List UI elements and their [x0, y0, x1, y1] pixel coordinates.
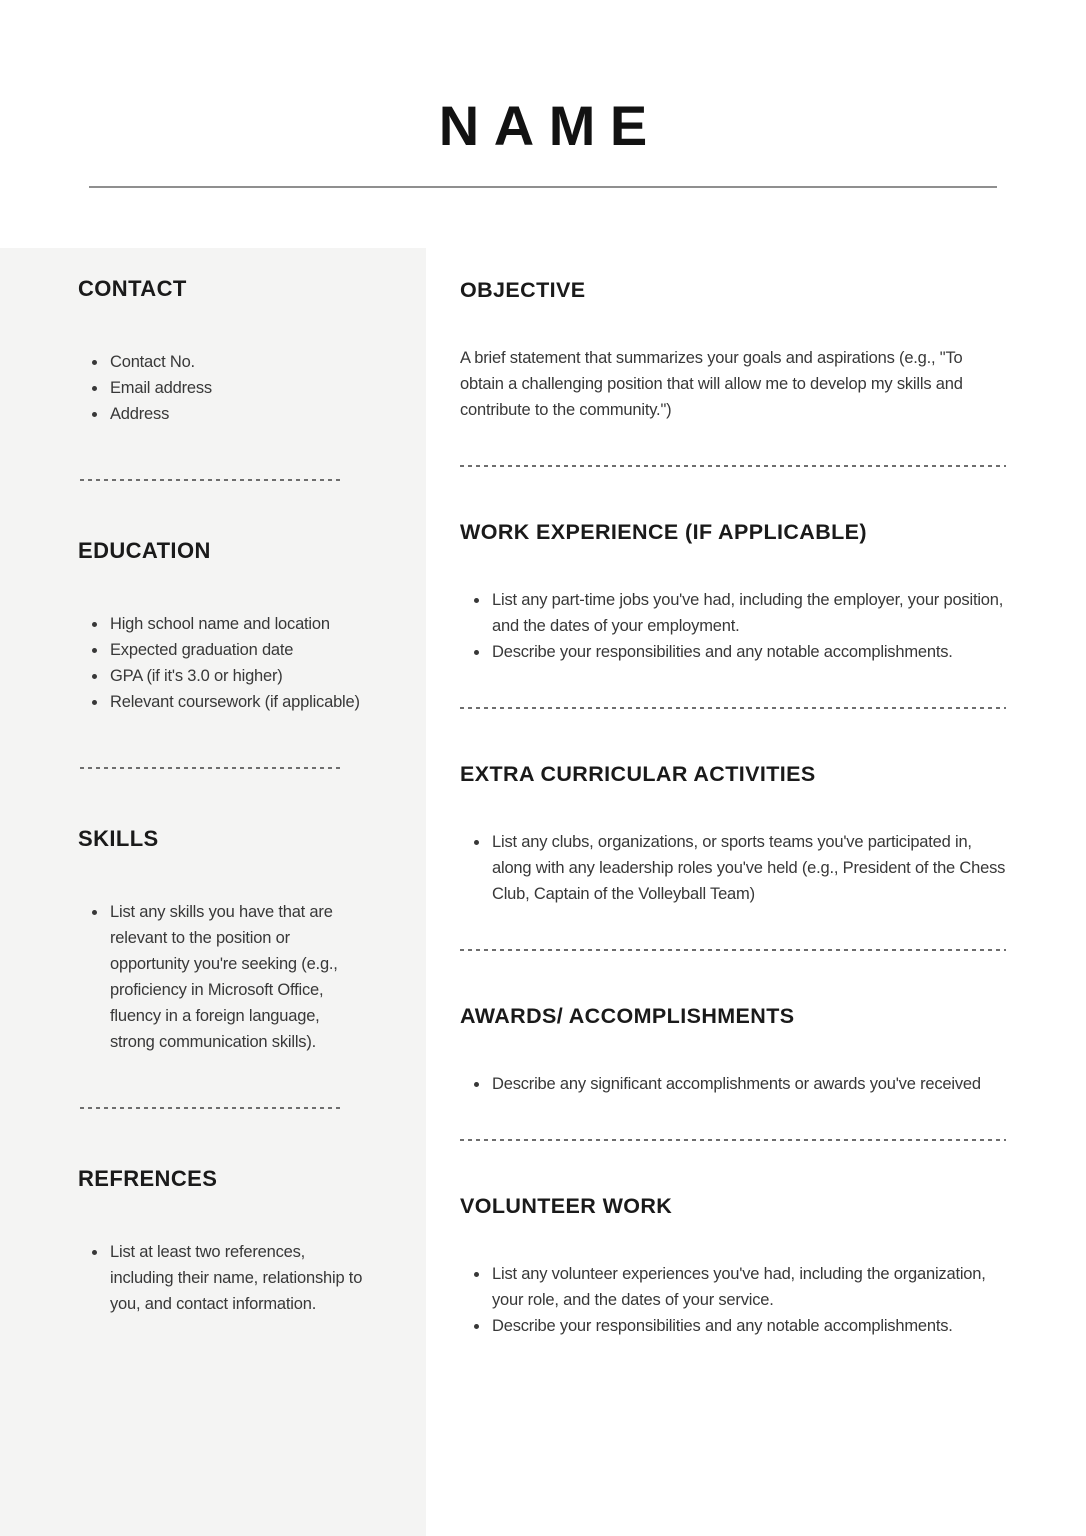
contact-list [78, 349, 366, 427]
main-section-work-experience [460, 517, 1006, 709]
awards-list [460, 1071, 1006, 1097]
list-item: • Describe your responsibilities and any notable accomplishments. [490, 1313, 1006, 1339]
list-item: • Email address [108, 375, 366, 401]
main-section-volunteer [460, 1191, 1006, 1339]
objective-heading: OBJECTIVE [460, 278, 586, 302]
main-section-extra-curricular [460, 759, 1006, 951]
main-section-awards [460, 1001, 1006, 1141]
list-item: • List at least two references, including their name, relationship to you, and contact information. [108, 1239, 366, 1317]
sidebar-section-contact [78, 273, 366, 481]
work-experience-heading: WORK EXPERIENCE (IF APPLICABLE) [460, 520, 867, 544]
skills-heading: SKILLS [78, 826, 159, 851]
refrences-heading: REFRENCES [78, 1166, 218, 1191]
sidebar-section-education [78, 535, 366, 769]
volunteer-list [460, 1261, 1006, 1339]
education-list [78, 611, 366, 715]
work-experience-list [460, 587, 1006, 665]
extra-curricular-heading: EXTRA CURRICULAR ACTIVITIES [460, 762, 816, 786]
list-item: • Expected graduation date [108, 637, 366, 663]
sidebar [0, 248, 426, 1536]
extra-curricular-list [460, 829, 1006, 907]
dashed-divider [80, 1107, 340, 1109]
skills-list [78, 899, 366, 1055]
list-item: • List any part-time jobs you've had, including the employer, your position, and the dates of your employment. [490, 587, 1006, 639]
header-rule [89, 186, 997, 188]
dashed-divider [80, 767, 340, 769]
list-item: • Contact No. [108, 349, 366, 375]
dashed-divider [80, 479, 340, 481]
dashed-divider [460, 465, 1006, 467]
list-item: • GPA (if it's 3.0 or higher) [108, 663, 366, 689]
list-item: • Address [108, 401, 366, 427]
resume-header [0, 0, 1086, 248]
volunteer-heading: VOLUNTEER WORK [460, 1194, 673, 1218]
objective-paragraph: A brief statement that summarizes your goals and aspirations (e.g., "To obtain a challenging position that will allow me to develop my skills and contribute to the community.") [460, 349, 963, 419]
list-item: • Relevant coursework (if applicable) [108, 689, 366, 715]
contact-heading: CONTACT [78, 276, 187, 301]
sidebar-section-skills [78, 823, 366, 1109]
education-heading: EDUCATION [78, 538, 211, 563]
list-item: • High school name and location [108, 611, 366, 637]
content-columns [0, 248, 1086, 1536]
name-title: NAME [438, 94, 662, 157]
dashed-divider [460, 1139, 1006, 1141]
list-item: • List any clubs, organizations, or sports teams you've participated in, along with any leadership roles you've held (e.g., President of the Chess Club, Captain of the Volleyball Team) [490, 829, 1006, 907]
list-item: • Describe any significant accomplishments or awards you've received [490, 1071, 1006, 1097]
awards-heading: AWARDS/ ACCOMPLISHMENTS [460, 1004, 795, 1028]
list-item: • List any skills you have that are relevant to the position or opportunity you're seeking (e.g., proficiency in Microsoft Office, fluency in a foreign language, strong communication skills). [108, 899, 366, 1055]
dashed-divider [460, 707, 1006, 709]
list-item: • Describe your responsibilities and any notable accomplishments. [490, 639, 1006, 665]
sidebar-section-refrences [78, 1163, 366, 1317]
list-item: • List any volunteer experiences you've had, including the organization, your role, and the dates of your service. [490, 1261, 1006, 1313]
refrences-list [78, 1239, 366, 1317]
main-content [426, 248, 1086, 1536]
main-section-objective [460, 275, 1006, 467]
dashed-divider [460, 949, 1006, 951]
